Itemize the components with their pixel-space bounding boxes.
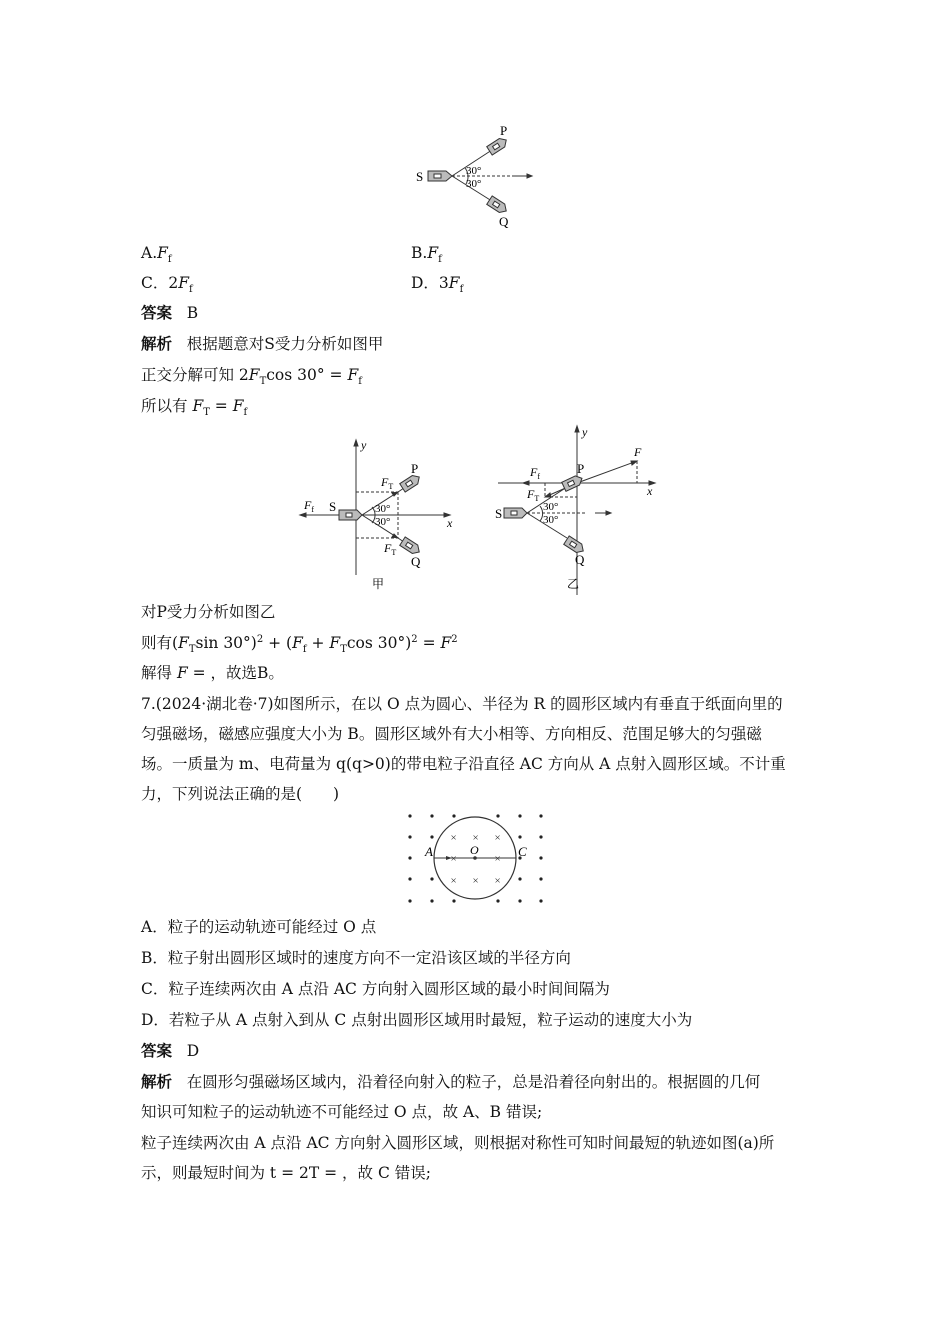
label-p: P (500, 123, 508, 138)
jia-ft-up: $F_T$ (381, 475, 394, 491)
yi-ff: $F_f$ (530, 465, 541, 481)
field-dot (430, 814, 433, 817)
field-dot (408, 899, 411, 902)
field-cross: × (450, 832, 457, 844)
caption-yi: 乙 (567, 577, 580, 591)
caption-jia: 甲 (372, 577, 385, 591)
field-dot (408, 856, 411, 859)
yi-y: y (582, 425, 588, 439)
q6-analysis-1: 解析 根据题意对S受力分析如图甲 (141, 334, 384, 353)
yi-f: F (634, 445, 642, 459)
option-d: D．$3F_f$ (411, 274, 464, 296)
field-cross: × (472, 875, 479, 887)
q7-option-d: D．若粒子从 A 点射入到从 C 点射出圆形区域用时最短，粒子运动的速度大小为 (141, 1011, 693, 1029)
yi-s: S (495, 506, 503, 521)
jia-angle-2: 30° (375, 516, 391, 528)
field-cross: × (494, 875, 501, 887)
jia-s: S (329, 499, 337, 514)
label-s: S (416, 169, 424, 184)
yi-p: P (577, 461, 585, 476)
yi-angle-2: 30° (543, 514, 559, 526)
jia-p: P (411, 461, 419, 476)
field-dot (452, 814, 455, 817)
q7-analysis-3: 粒子连续两次由 A 点沿 AC 方向射入圆形区域，则根据对称性可知时间最短的轨迹如图(a)所 (141, 1134, 775, 1152)
field-dot (518, 877, 521, 880)
field-dot (452, 899, 455, 902)
jia-x: x (447, 516, 453, 530)
field-dot (496, 814, 499, 817)
q7-stem-1: 7.(2024·湖北卷·7)如图所示，在以 O 点为圆心、半径为 R 的圆形区域内有垂直于纸面向里的 (141, 695, 783, 713)
label-c: C (518, 844, 527, 859)
field-dot (539, 814, 542, 817)
option-c: C．$2F_f$ (141, 274, 193, 296)
q6-analysis-2: 正交分解可知 $2F_T\cos$ $30^\circ = F_f$ (141, 366, 362, 388)
field-dot (430, 899, 433, 902)
yi-ft: $F_T$ (527, 487, 540, 503)
field-cross: × (472, 832, 479, 844)
field-dot (518, 899, 521, 902)
field-dot (518, 835, 521, 838)
jia-ft-down: $F_T$ (384, 541, 397, 557)
label-a: A (425, 844, 433, 859)
q7-stem-2: 匀强磁场，磁感应强度大小为 B。圆形区域外有大小相等、方向相反、范围足够大的匀强磁 (141, 725, 762, 743)
q7-stem-3: 场。一质量为 m、电荷量为 q(q>0)的带电粒子沿直径 AC 方向从 A 点射入圆形区域。不计重 (141, 755, 786, 773)
q7-answer: 答案 D (141, 1041, 200, 1060)
q6-answer: 答案 B (141, 303, 199, 322)
field-dot (539, 835, 542, 838)
q6-analysis-4: 对P受力分析如图乙 (141, 603, 276, 621)
jia-angle-1: 30° (375, 503, 391, 515)
label-q: Q (499, 214, 509, 229)
yi-x: x (647, 484, 653, 498)
q6-analysis-6: 解得 F = ，故选B。 (141, 664, 284, 682)
label-o: O (470, 843, 479, 857)
q7-option-b: B．粒子射出圆形区域时的速度方向不一定沿该区域的半径方向 (141, 949, 571, 967)
field-dot (430, 877, 433, 880)
yi-angle-1: 30° (543, 501, 559, 513)
field-dot (518, 814, 521, 817)
field-dot (408, 835, 411, 838)
q7-analysis-1: 解析 在圆形匀强磁场区域内，沿着径向射入的粒子，总是沿着径向射出的。根据圆的几何 (141, 1072, 761, 1091)
field-dot (539, 877, 542, 880)
q7-analysis-4: 示，则最短时间为 t = 2T = ，故 C 错误; (141, 1164, 431, 1182)
q7-stem-4: 力，下列说法正确的是( ) (141, 785, 340, 803)
q6-analysis-3: 所以有 $F_T = F_f$ (141, 397, 248, 419)
q6-analysis-5: 则有($F_T\sin$ $30^\circ)^2 + (F_f + F_T\cos$ $30^\circ)^2 = F^2$ (141, 633, 458, 656)
yi-q: Q (575, 552, 585, 567)
option-b: $B.F_f$ (411, 244, 442, 266)
jia-y: y (361, 438, 367, 452)
q7-option-c: C．粒子连续两次由 A 点沿 AC 方向射入圆形区域的最小时间间隔为 (141, 980, 610, 998)
field-dot (539, 899, 542, 902)
q7-option-a: A．粒子的运动轨迹可能经过 O 点 (141, 918, 377, 936)
option-a: $A.F_f$ (141, 244, 172, 266)
jia-ff: $F_f$ (304, 498, 315, 514)
jia-q: Q (411, 554, 421, 569)
q7-analysis-2: 知识可知粒子的运动轨迹不可能经过 O 点，故 A、B 错误; (141, 1103, 543, 1121)
field-cross: × (494, 832, 501, 844)
field-dot (408, 877, 411, 880)
field-cross: × (450, 875, 457, 887)
field-dot (430, 835, 433, 838)
field-cross: × (494, 853, 501, 865)
field-dot (408, 814, 411, 817)
field-dot (539, 856, 542, 859)
angle-up: 30° (466, 165, 482, 177)
field-cross: × (450, 853, 457, 865)
field-dot (496, 899, 499, 902)
angle-down: 30° (466, 178, 482, 190)
